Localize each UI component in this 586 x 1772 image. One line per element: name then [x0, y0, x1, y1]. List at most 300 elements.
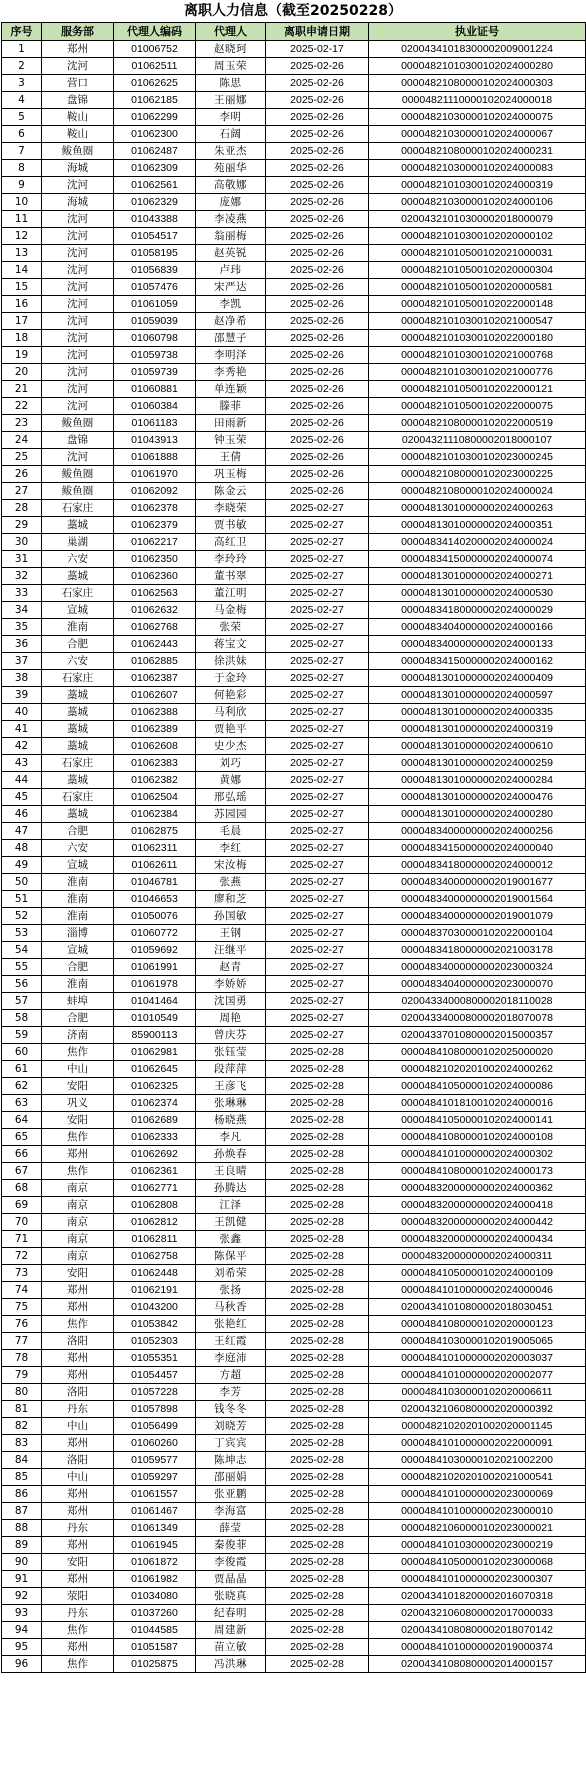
cell-index: 80: [2, 1384, 42, 1401]
cell-resign-date: 2025-02-26: [266, 347, 369, 364]
cell-department: 郑州: [42, 1299, 114, 1316]
table-row: [2, 1622, 586, 1639]
table-row: [2, 1435, 586, 1452]
cell-agent-name: 邵丽娟: [196, 1469, 266, 1486]
cell-agent-name: 史少杰: [196, 738, 266, 755]
cell-resign-date: 2025-02-27: [266, 840, 369, 857]
cell-index: 49: [2, 857, 42, 874]
cell-index: 45: [2, 789, 42, 806]
cell-agent-name: 李明泽: [196, 347, 266, 364]
table-row: [2, 1401, 586, 1418]
cell-index: 11: [2, 211, 42, 228]
cell-index: 90: [2, 1554, 42, 1571]
cell-agent-name: 朱亚杰: [196, 143, 266, 160]
cell-department: 安阳: [42, 1554, 114, 1571]
cell-license-no: 00004813010000002024000280: [369, 806, 586, 823]
cell-department: 六安: [42, 840, 114, 857]
cell-resign-date: 2025-02-26: [266, 228, 369, 245]
cell-index: 85: [2, 1469, 42, 1486]
cell-agent-name: 陈坤志: [196, 1452, 266, 1469]
cell-resign-date: 2025-02-28: [266, 1520, 369, 1537]
page-title: 离职人力信息（截至20250228）: [184, 3, 402, 19]
cell-index: 73: [2, 1265, 42, 1282]
cell-agent-code: 01057476: [114, 279, 196, 296]
cell-resign-date: 2025-02-26: [266, 449, 369, 466]
table-row: [2, 279, 586, 296]
cell-license-no: 00004813010000002024000263: [369, 500, 586, 517]
cell-resign-date: 2025-02-26: [266, 313, 369, 330]
cell-license-no: 00004821080000102024000231: [369, 143, 586, 160]
cell-agent-name: 卢玮: [196, 262, 266, 279]
cell-index: 18: [2, 330, 42, 347]
cell-department: 鞍山: [42, 109, 114, 126]
cell-department: 沈河: [42, 211, 114, 228]
cell-index: 26: [2, 466, 42, 483]
cell-agent-code: 01062625: [114, 75, 196, 92]
cell-license-no: 00004841080000102020000123: [369, 1316, 586, 1333]
cell-department: 焦作: [42, 1622, 114, 1639]
cell-index: 86: [2, 1486, 42, 1503]
cell-license-no: 00004841030000102021002200: [369, 1452, 586, 1469]
table-row: [2, 1469, 586, 1486]
cell-index: 74: [2, 1282, 42, 1299]
cell-index: 50: [2, 874, 42, 891]
header-index: 序号: [2, 23, 42, 41]
cell-agent-name: 赵青: [196, 959, 266, 976]
cell-index: 14: [2, 262, 42, 279]
cell-department: 鲅鱼圈: [42, 466, 114, 483]
cell-index: 3: [2, 75, 42, 92]
cell-agent-name: 赵晓珂: [196, 41, 266, 58]
cell-agent-code: 01062329: [114, 194, 196, 211]
cell-resign-date: 2025-02-27: [266, 738, 369, 755]
cell-agent-name: 李凌燕: [196, 211, 266, 228]
cell-department: 鲅鱼圈: [42, 143, 114, 160]
cell-license-no: 00004813010000002024000319: [369, 721, 586, 738]
cell-department: 石家庄: [42, 670, 114, 687]
cell-license-no: 00004841050000102024000109: [369, 1265, 586, 1282]
cell-agent-name: 王丽娜: [196, 92, 266, 109]
cell-license-no: 00004813010000002024000530: [369, 585, 586, 602]
cell-agent-code: 01062299: [114, 109, 196, 126]
cell-agent-code: 01062487: [114, 143, 196, 160]
cell-department: 沈河: [42, 262, 114, 279]
cell-license-no: 00004832000000002024000418: [369, 1197, 586, 1214]
table-row: [2, 58, 586, 75]
table-row: [2, 959, 586, 976]
cell-agent-code: 01061467: [114, 1503, 196, 1520]
cell-agent-code: 01058195: [114, 245, 196, 262]
cell-index: 42: [2, 738, 42, 755]
table-row: [2, 1112, 586, 1129]
cell-license-no: 00004821010300102024000319: [369, 177, 586, 194]
cell-license-no: 02004341018300002009001224: [369, 41, 586, 58]
cell-department: 宣城: [42, 602, 114, 619]
table-row: [2, 449, 586, 466]
cell-agent-code: 01062217: [114, 534, 196, 551]
cell-agent-code: 01056839: [114, 262, 196, 279]
cell-department: 藁城: [42, 721, 114, 738]
cell-agent-code: 01059577: [114, 1452, 196, 1469]
cell-license-no: 00004821010500102022000075: [369, 398, 586, 415]
cell-resign-date: 2025-02-27: [266, 619, 369, 636]
cell-resign-date: 2025-02-28: [266, 1486, 369, 1503]
cell-agent-name: 王倩: [196, 449, 266, 466]
cell-agent-code: 01062981: [114, 1044, 196, 1061]
cell-agent-code: 01054517: [114, 228, 196, 245]
cell-agent-code: 01062191: [114, 1282, 196, 1299]
resignation-table: [1, 22, 586, 1673]
cell-agent-code: 01034080: [114, 1588, 196, 1605]
cell-agent-name: 王凯健: [196, 1214, 266, 1231]
cell-department: 巩义: [42, 1095, 114, 1112]
cell-agent-name: 李俊霞: [196, 1554, 266, 1571]
cell-license-no: 00004841050000102023000068: [369, 1554, 586, 1571]
cell-agent-code: 01057898: [114, 1401, 196, 1418]
cell-department: 沈河: [42, 279, 114, 296]
cell-resign-date: 2025-02-27: [266, 653, 369, 670]
cell-agent-name: 沈国勇: [196, 993, 266, 1010]
table-row: [2, 976, 586, 993]
cell-department: 合肥: [42, 636, 114, 653]
cell-index: 31: [2, 551, 42, 568]
cell-agent-code: 01062388: [114, 704, 196, 721]
cell-license-no: 00004821060000102023000021: [369, 1520, 586, 1537]
table-row: [2, 1554, 586, 1571]
cell-resign-date: 2025-02-28: [266, 1146, 369, 1163]
cell-department: 荥阳: [42, 1588, 114, 1605]
cell-index: 16: [2, 296, 42, 313]
cell-license-no: 00004834180000002024000012: [369, 857, 586, 874]
cell-agent-name: 钟玉荣: [196, 432, 266, 449]
cell-department: 石家庄: [42, 585, 114, 602]
cell-license-no: 00004821010500102022000148: [369, 296, 586, 313]
cell-agent-name: 蒋宝文: [196, 636, 266, 653]
cell-department: 藁城: [42, 738, 114, 755]
cell-index: 7: [2, 143, 42, 160]
cell-agent-name: 黄娜: [196, 772, 266, 789]
cell-department: 合肥: [42, 1010, 114, 1027]
cell-license-no: 00004821080000102023000225: [369, 466, 586, 483]
cell-index: 39: [2, 687, 42, 704]
table-row: [2, 330, 586, 347]
cell-agent-name: 马利欣: [196, 704, 266, 721]
table-row: [2, 738, 586, 755]
cell-license-no: 00004834180000002021003178: [369, 942, 586, 959]
cell-resign-date: 2025-02-27: [266, 500, 369, 517]
cell-agent-name: 王红霞: [196, 1333, 266, 1350]
cell-resign-date: 2025-02-28: [266, 1571, 369, 1588]
cell-agent-code: 01062311: [114, 840, 196, 857]
cell-index: 84: [2, 1452, 42, 1469]
cell-license-no: 00004834040000002023000070: [369, 976, 586, 993]
cell-department: 丹东: [42, 1605, 114, 1622]
cell-resign-date: 2025-02-26: [266, 364, 369, 381]
cell-index: 60: [2, 1044, 42, 1061]
cell-resign-date: 2025-02-28: [266, 1537, 369, 1554]
table-row: [2, 653, 586, 670]
table-row: [2, 41, 586, 58]
cell-department: 石家庄: [42, 789, 114, 806]
cell-agent-name: 钱冬冬: [196, 1401, 266, 1418]
cell-agent-name: 孙焕春: [196, 1146, 266, 1163]
cell-resign-date: 2025-02-28: [266, 1503, 369, 1520]
cell-department: 藁城: [42, 687, 114, 704]
cell-agent-name: 薛莹: [196, 1520, 266, 1537]
cell-resign-date: 2025-02-28: [266, 1435, 369, 1452]
cell-agent-code: 01055351: [114, 1350, 196, 1367]
table-row: [2, 993, 586, 1010]
cell-license-no: 00004841080000102024000108: [369, 1129, 586, 1146]
cell-agent-name: 张琳琳: [196, 1095, 266, 1112]
cell-license-no: 00004821010300102022000180: [369, 330, 586, 347]
table-row: [2, 211, 586, 228]
cell-license-no: 00004813010000002024000610: [369, 738, 586, 755]
cell-index: 48: [2, 840, 42, 857]
cell-index: 41: [2, 721, 42, 738]
cell-resign-date: 2025-02-26: [266, 279, 369, 296]
cell-department: 南京: [42, 1180, 114, 1197]
cell-department: 鲅鱼圈: [42, 415, 114, 432]
cell-license-no: 00004834000000002019001677: [369, 874, 586, 891]
cell-department: 宣城: [42, 942, 114, 959]
cell-agent-name: 丁宾宾: [196, 1435, 266, 1452]
cell-license-no: 00004813010000002024000597: [369, 687, 586, 704]
cell-department: 郑州: [42, 1639, 114, 1656]
cell-license-no: 00004834000000002019001564: [369, 891, 586, 908]
cell-agent-name: 段萍萍: [196, 1061, 266, 1078]
cell-license-no: 00004832000000002024000362: [369, 1180, 586, 1197]
table-row: [2, 1129, 586, 1146]
cell-license-no: 00004821030000102024000106: [369, 194, 586, 211]
cell-license-no: 00004821020201002024000262: [369, 1061, 586, 1078]
cell-index: 33: [2, 585, 42, 602]
table-row: [2, 1231, 586, 1248]
cell-agent-name: 董江明: [196, 585, 266, 602]
cell-license-no: 00004834000000002019001079: [369, 908, 586, 925]
cell-agent-name: 刘希荣: [196, 1265, 266, 1282]
cell-agent-name: 宋汝梅: [196, 857, 266, 874]
cell-agent-code: 01062360: [114, 568, 196, 585]
table-row: [2, 687, 586, 704]
cell-index: 6: [2, 126, 42, 143]
cell-resign-date: 2025-02-26: [266, 160, 369, 177]
cell-license-no: 02004337010800002015000357: [369, 1027, 586, 1044]
table-row: [2, 585, 586, 602]
cell-license-no: 00004841010000002024000046: [369, 1282, 586, 1299]
cell-agent-code: 01059039: [114, 313, 196, 330]
cell-resign-date: 2025-02-28: [266, 1639, 369, 1656]
cell-agent-code: 01062812: [114, 1214, 196, 1231]
cell-index: 24: [2, 432, 42, 449]
cell-resign-date: 2025-02-26: [266, 262, 369, 279]
cell-department: 营口: [42, 75, 114, 92]
cell-license-no: 00004841010000002022000091: [369, 1435, 586, 1452]
cell-agent-name: 张燕: [196, 874, 266, 891]
cell-department: 石家庄: [42, 500, 114, 517]
cell-agent-code: 01062448: [114, 1265, 196, 1282]
cell-resign-date: 2025-02-26: [266, 245, 369, 262]
cell-license-no: 00004841010000002020003037: [369, 1350, 586, 1367]
cell-agent-name: 苏园园: [196, 806, 266, 823]
cell-resign-date: 2025-02-28: [266, 1656, 369, 1673]
cell-license-no: 02004341018200002016070318: [369, 1588, 586, 1605]
table-row: [2, 925, 586, 942]
cell-resign-date: 2025-02-26: [266, 143, 369, 160]
cell-license-no: 00004821080000102024000024: [369, 483, 586, 500]
cell-department: 藁城: [42, 806, 114, 823]
table-row: [2, 1588, 586, 1605]
cell-agent-code: 01062443: [114, 636, 196, 653]
cell-agent-code: 01043200: [114, 1299, 196, 1316]
table-row: [2, 806, 586, 823]
cell-department: 巢湖: [42, 534, 114, 551]
cell-department: 鲅鱼圈: [42, 483, 114, 500]
cell-resign-date: 2025-02-28: [266, 1078, 369, 1095]
cell-license-no: 00004834140200002024000024: [369, 534, 586, 551]
cell-index: 57: [2, 993, 42, 1010]
cell-agent-name: 李芳: [196, 1384, 266, 1401]
table-row: [2, 1503, 586, 1520]
cell-resign-date: 2025-02-26: [266, 211, 369, 228]
cell-agent-name: 张荣: [196, 619, 266, 636]
cell-resign-date: 2025-02-28: [266, 1282, 369, 1299]
cell-license-no: 00004821010300102021000547: [369, 313, 586, 330]
cell-agent-code: 01025875: [114, 1656, 196, 1673]
cell-resign-date: 2025-02-27: [266, 755, 369, 772]
cell-agent-code: 01062563: [114, 585, 196, 602]
cell-department: 洛阳: [42, 1452, 114, 1469]
cell-department: 藁城: [42, 568, 114, 585]
table-row: [2, 313, 586, 330]
cell-index: 94: [2, 1622, 42, 1639]
table-row: [2, 534, 586, 551]
cell-resign-date: 2025-02-28: [266, 1588, 369, 1605]
cell-resign-date: 2025-02-28: [266, 1605, 369, 1622]
cell-resign-date: 2025-02-27: [266, 959, 369, 976]
cell-resign-date: 2025-02-27: [266, 687, 369, 704]
cell-agent-name: 杨晓燕: [196, 1112, 266, 1129]
table-row: [2, 1520, 586, 1537]
cell-agent-name: 陈保平: [196, 1248, 266, 1265]
cell-license-no: 00004821010500102020000581: [369, 279, 586, 296]
cell-agent-code: 01044585: [114, 1622, 196, 1639]
cell-agent-name: 张扬: [196, 1282, 266, 1299]
cell-index: 59: [2, 1027, 42, 1044]
cell-department: 石家庄: [42, 755, 114, 772]
cell-agent-name: 马金梅: [196, 602, 266, 619]
table-row: [2, 857, 586, 874]
cell-agent-name: 张晓真: [196, 1588, 266, 1605]
cell-index: 88: [2, 1520, 42, 1537]
cell-agent-code: 01061991: [114, 959, 196, 976]
cell-license-no: 00004813010000002024000259: [369, 755, 586, 772]
cell-license-no: 00004841030000102019005065: [369, 1333, 586, 1350]
cell-department: 安阳: [42, 1112, 114, 1129]
cell-department: 郑州: [42, 1146, 114, 1163]
table-row: [2, 1639, 586, 1656]
header-agent-code: 代理人编码: [114, 23, 196, 41]
cell-agent-code: 01062387: [114, 670, 196, 687]
cell-index: 13: [2, 245, 42, 262]
cell-resign-date: 2025-02-27: [266, 1010, 369, 1027]
cell-agent-code: 01043388: [114, 211, 196, 228]
cell-resign-date: 2025-02-28: [266, 1214, 369, 1231]
cell-index: 47: [2, 823, 42, 840]
cell-resign-date: 2025-02-28: [266, 1044, 369, 1061]
cell-agent-code: 01061183: [114, 415, 196, 432]
cell-index: 53: [2, 925, 42, 942]
cell-department: 南京: [42, 1248, 114, 1265]
cell-department: 六安: [42, 653, 114, 670]
cell-license-no: 00004841080000102025000020: [369, 1044, 586, 1061]
cell-agent-code: 01056499: [114, 1418, 196, 1435]
cell-index: 8: [2, 160, 42, 177]
cell-resign-date: 2025-02-27: [266, 721, 369, 738]
cell-license-no: 00004834000000002024000256: [369, 823, 586, 840]
cell-department: 郑州: [42, 1282, 114, 1299]
cell-department: 中山: [42, 1418, 114, 1435]
cell-license-no: 02004341080800002014000157: [369, 1656, 586, 1673]
cell-agent-code: 01006752: [114, 41, 196, 58]
cell-department: 焦作: [42, 1129, 114, 1146]
cell-agent-code: 01062384: [114, 806, 196, 823]
cell-license-no: 00004834000000002023000324: [369, 959, 586, 976]
cell-index: 36: [2, 636, 42, 653]
cell-index: 4: [2, 92, 42, 109]
cell-agent-code: 01054457: [114, 1367, 196, 1384]
cell-index: 91: [2, 1571, 42, 1588]
table-row: [2, 1537, 586, 1554]
cell-agent-code: 01046781: [114, 874, 196, 891]
cell-index: 96: [2, 1656, 42, 1673]
cell-agent-name: 滕菲: [196, 398, 266, 415]
cell-license-no: 00004813010000002024000476: [369, 789, 586, 806]
table-row: [2, 1350, 586, 1367]
cell-agent-name: 张钰莹: [196, 1044, 266, 1061]
cell-department: 沈河: [42, 364, 114, 381]
cell-resign-date: 2025-02-17: [266, 41, 369, 58]
cell-index: 55: [2, 959, 42, 976]
cell-resign-date: 2025-02-28: [266, 1554, 369, 1571]
cell-agent-name: 贾晶晶: [196, 1571, 266, 1588]
cell-index: 35: [2, 619, 42, 636]
table-row: [2, 381, 586, 398]
cell-agent-name: 秦俊菲: [196, 1537, 266, 1554]
table-row: [2, 1248, 586, 1265]
cell-resign-date: 2025-02-27: [266, 857, 369, 874]
cell-agent-name: 邵慧子: [196, 330, 266, 347]
table-row: [2, 109, 586, 126]
table-row: [2, 143, 586, 160]
cell-agent-name: 张亚鹏: [196, 1486, 266, 1503]
cell-agent-name: 江泽: [196, 1197, 266, 1214]
cell-index: 51: [2, 891, 42, 908]
table-row: [2, 602, 586, 619]
cell-index: 81: [2, 1401, 42, 1418]
cell-agent-name: 何艳彩: [196, 687, 266, 704]
cell-agent-code: 85900113: [114, 1027, 196, 1044]
cell-agent-name: 李娇娇: [196, 976, 266, 993]
table-row: [2, 1078, 586, 1095]
cell-resign-date: 2025-02-27: [266, 704, 369, 721]
cell-resign-date: 2025-02-27: [266, 551, 369, 568]
cell-resign-date: 2025-02-27: [266, 568, 369, 585]
cell-resign-date: 2025-02-28: [266, 1452, 369, 1469]
cell-resign-date: 2025-02-28: [266, 1622, 369, 1639]
cell-department: 郑州: [42, 1350, 114, 1367]
cell-index: 15: [2, 279, 42, 296]
